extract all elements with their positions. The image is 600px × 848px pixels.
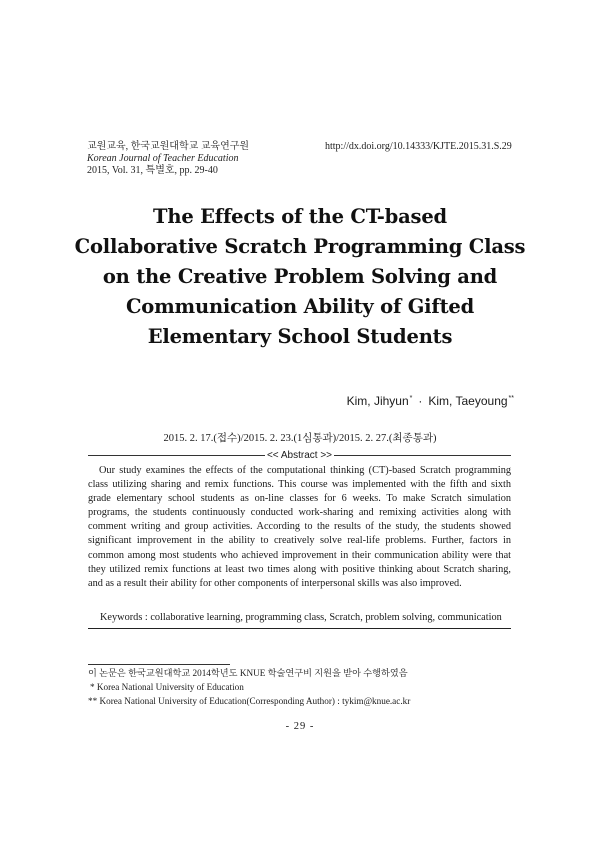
footnote-rule — [88, 664, 230, 665]
submission-dates: 2015. 2. 17.(접수)/2015. 2. 23.(1심통과)/2015. 2. 27.(최종통과) — [163, 433, 437, 444]
keywords-rule — [88, 628, 511, 629]
author-separator: · — [418, 394, 423, 408]
footnote-funding: 이 논문은 한국교원대학교 2014학년도 KNUE 학술연구비 지원을 받아 수행하였음 — [88, 668, 408, 678]
paper-title — [50, 202, 550, 352]
keywords: Keywords : collaborative learning, programming class, Scratch, problem solving, communication — [100, 612, 502, 623]
journal-header — [87, 141, 249, 177]
abstract-label: << Abstract >> — [266, 450, 333, 461]
volume-info: 2015, Vol. 31, 특별호, pp. 29-40 — [87, 165, 218, 176]
institution-line: 교원교육, 한국교원대학교 교육연구원 — [87, 141, 250, 152]
abstract-heading — [88, 449, 511, 463]
footnote-affiliation-2: ** Korea National University of Education(Corresponding Author) : tykim@knue.ac.kr — [88, 696, 411, 706]
author-1: Kim, Jihyun — [346, 394, 409, 408]
title-line-2: Collaborative Scratch Programming Class — [74, 235, 526, 258]
abstract-rule-right — [334, 455, 511, 456]
doi-link[interactable]: http://dx.doi.org/10.14333/KJTE.2015.31.S.29 — [325, 141, 512, 152]
author-2: Kim, Taeyoung — [428, 394, 508, 408]
footnote-affiliation-1: * Korea National University of Education — [90, 682, 244, 692]
author-list — [347, 394, 514, 408]
title-line-1: The Effects of the CT-based — [153, 205, 447, 228]
title-line-4: Communication Ability of Gifted — [125, 295, 475, 318]
author-1-mark: * — [409, 395, 413, 402]
title-line-5: Elementary School Students — [147, 325, 453, 348]
title-line-3: on the Creative Problem Solving and — [102, 265, 498, 288]
abstract-text: Our study examines the effects of the computational thinking (CT)-based Scratch programming class utilizing sharing and remix functions. This course was implemented with the fifth and sixth grade elementary school students as on-line classes for 6 weeks. To make Scratch simulation programs, the students continuously conducted work-sharing and remixing activities along with comment writing and group activities. According to the results of the study, the students showed significant improvement in the ability to creatively solve real-life problems. Further, factors in common among most students who achieved improvement in their communication ability were that they utilized remix functions at least two times along with positive thinking about Scratch sharing, and as a result their ability for other components of interpersonal skills was also improved. — [88, 465, 511, 589]
author-2-mark: ** — [508, 395, 514, 402]
journal-title: Korean Journal of Teacher Education — [87, 153, 239, 164]
page-number: - 29 - — [285, 721, 315, 732]
